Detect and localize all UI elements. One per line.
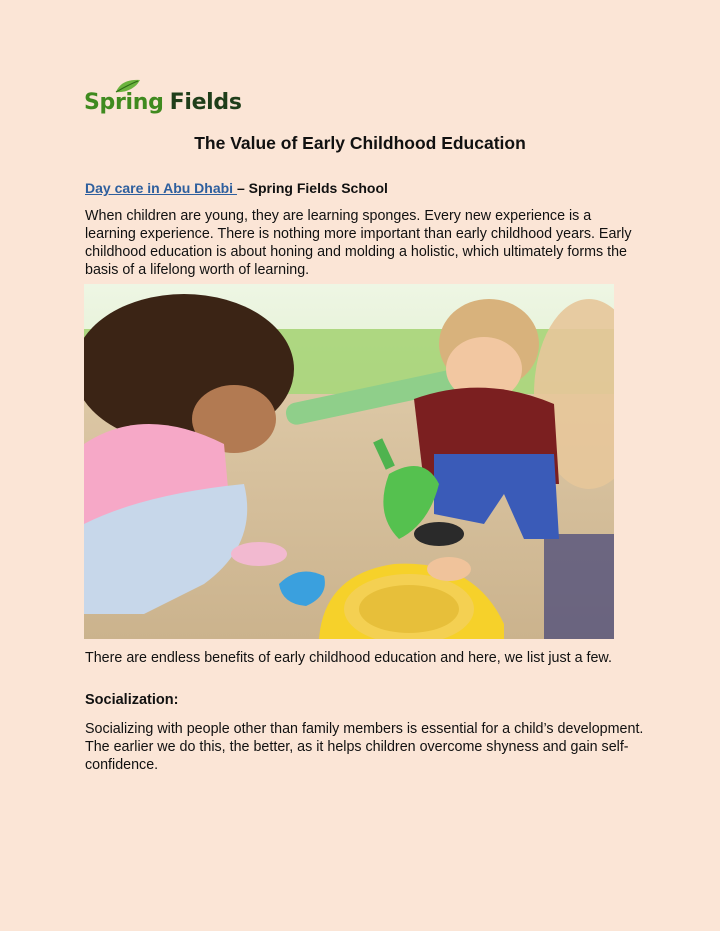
page-title: The Value of Early Childhood Education [194, 133, 526, 153]
daycare-link[interactable]: Day care in Abu Dhabi [85, 180, 237, 196]
subtitle-school: – Spring Fields School [236, 180, 388, 196]
benefits-paragraph: There are endless benefits of early childhood education and here, we list just a few. [85, 650, 612, 666]
leaf-icon [114, 78, 142, 94]
socialization-paragraph: Socializing with people other than family members is essential for a child’s development. The earlier we do this, the better, as it helps children overcome shyness and gain self-confidence. [85, 721, 644, 773]
children-playing-sandbox-photo [84, 284, 614, 639]
section-heading-socialization: Socialization: [85, 692, 179, 708]
intro-paragraph: When children are young, they are learning sponges. Every new experience is a learning experience. There is nothing more important than early childhood years. Early childhood education is about honing and molding a holistic, which ultimately forms the basis of a lifelong worth of learning. [85, 208, 632, 278]
logo-word-fields: Fields [169, 90, 242, 115]
photo-illustration [84, 284, 614, 639]
subtitle-line [85, 180, 388, 196]
logo-word-spring: Spring [84, 90, 164, 115]
spring-fields-logo [84, 90, 242, 115]
